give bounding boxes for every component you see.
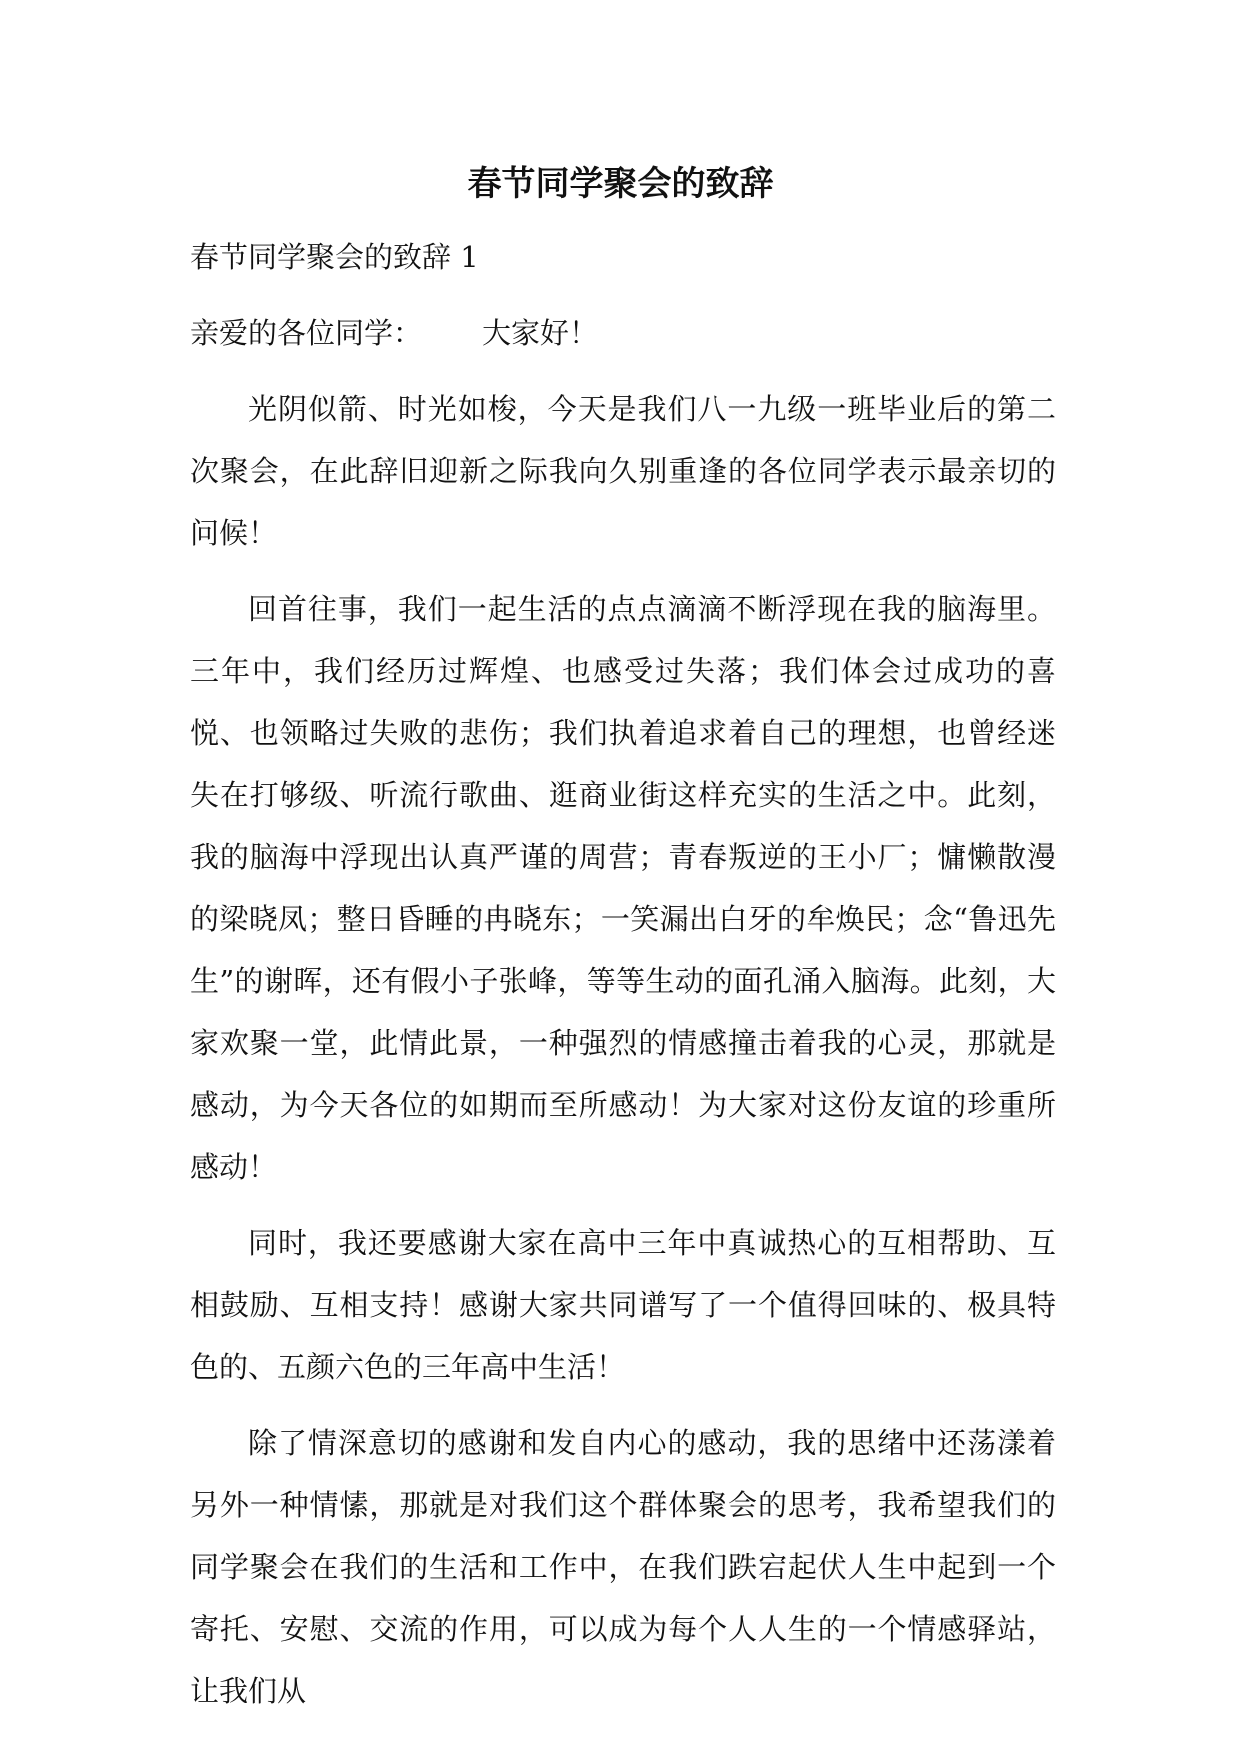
paragraph: 回首往事，我们一起生活的点点滴滴不断浮现在我的脑海里。三年中，我们经历过辉煌、也感受过失落；我们体会过成功的喜悦、也领略过失败的悲伤；我们执着追求着自己的理想，也曾经迷失在打够级、听流行歌曲、逛商业街这样充实的生活之中。此刻，我的脑海中浮现出认真严谨的周营；青春叛逆的王小厂；慵懒散漫的梁晓凤；整日昏睡的冉晓东；一笑漏出白牙的牟焕民；念“鲁迅先生”的谢晖，还有假小子张峰，等等生动的面孔涌入脑海。此刻，大家欢聚一堂，此情此景，一种强烈的情感撞击着我的心灵，那就是感动，为今天各位的如期而至所感动！为大家对这份友谊的珍重所感动！: [190, 592, 1056, 1184]
paragraph: 除了情深意切的感谢和发自内心的感动，我的思绪中还荡漾着另外一种情愫，那就是对我们这个群体聚会的思考，我希望我们的同学聚会在我们的生活和工作中，在我们跌宕起伏人生中起到一个寄托、安慰、交流的作用，可以成为每个人人生的一个情感驿站，让我们从: [190, 1426, 1056, 1708]
paragraph: 同时，我还要感谢大家在高中三年中真诚热心的互相帮助、互相鼓励、互相支持！感谢大家共同谱写了一个值得回味的、极具特色的、五颜六色的三年高中生活！: [190, 1226, 1056, 1384]
document-title: 春节同学聚会的致辞: [467, 164, 774, 204]
paragraph: 光阴似箭、时光如梭，今天是我们八一九级一班毕业后的第二次聚会，在此辞旧迎新之际我向久别重逢的各位同学表示最亲切的问候！: [190, 392, 1056, 550]
salutation: 亲爱的各位同学：: [190, 316, 423, 350]
document-body: [190, 226, 1056, 1736]
salutation-line: [190, 302, 1056, 364]
greeting: 大家好！: [482, 316, 599, 350]
section-heading: 春节同学聚会的致辞 1: [190, 240, 479, 274]
